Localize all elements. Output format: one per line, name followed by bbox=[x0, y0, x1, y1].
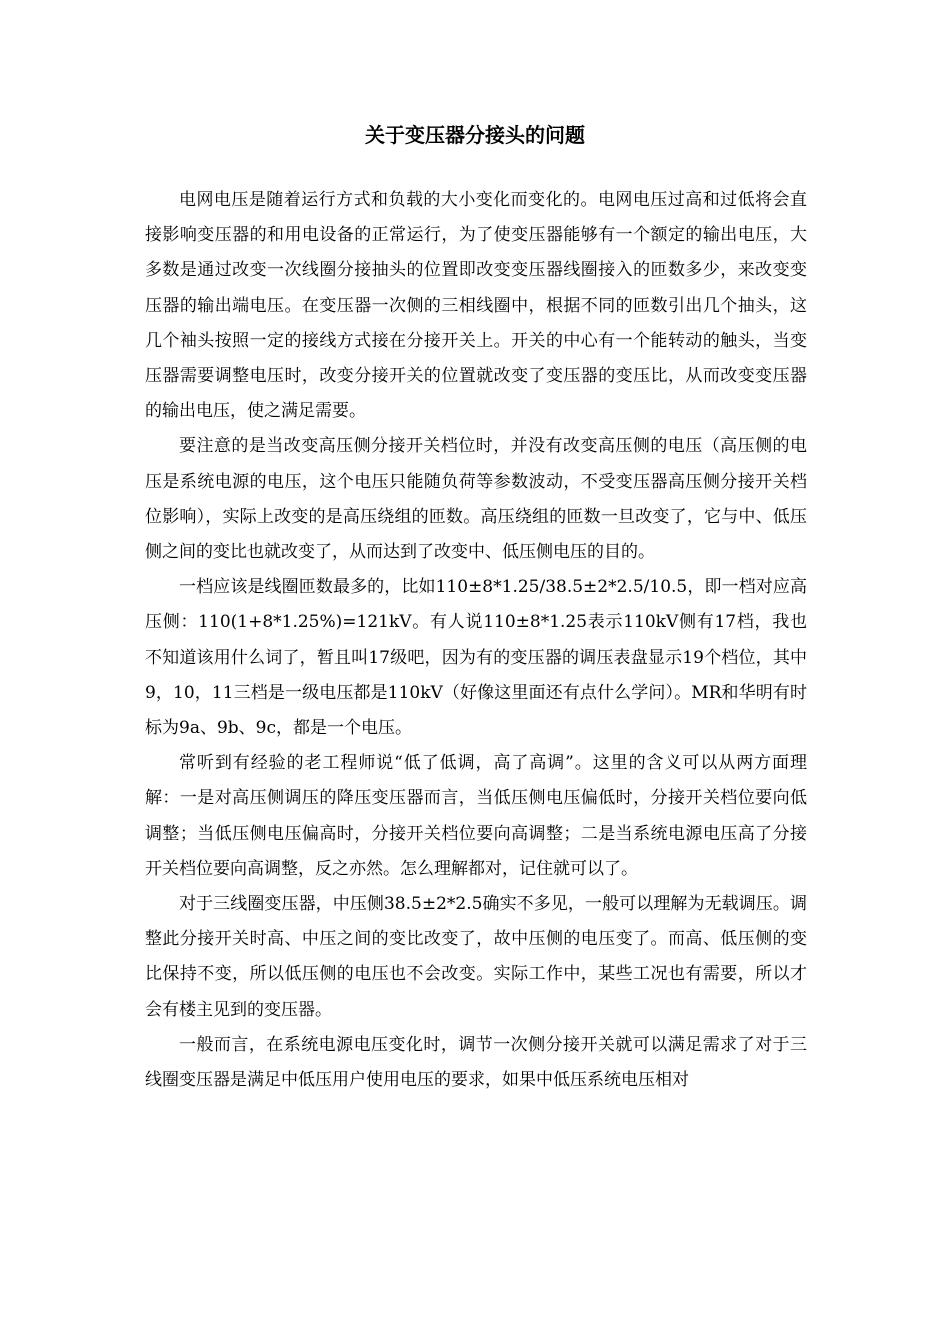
paragraph: 要注意的是当改变高压侧分接开关档位时，并没有改变高压侧的电压（高压侧的电压是系统电源的电压，这个电压只能随负荷等参数波动，不受变压器高压侧分接开关档位影响），实际上改变的是高压绕组的匝数。高压绕组的匝数一旦改变了，它与中、低压侧之间的变比也就改变了，从而达到了改变中、低压侧电压的目的。 bbox=[145, 436, 807, 563]
document-title: 关于变压器分接头的问题 bbox=[365, 123, 585, 147]
paragraph: 电网电压是随着运行方式和负载的大小变化而变化的。电网电压过高和过低将会直接影响变压器的和用电设备的正常运行，为了使变压器能够有一个额定的输出电压，大多数是通过改变一次线圈分接抽头的位置即改变变压器线圈接入的匝数多少，来改变变压器的输出端电压。在变压器一次侧的三相线圈中，根据不同的匝数引出几个抽头，这几个袖头按照一定的接线方式接在分接开关上。开关的中心有一个能转动的触头，当变压器需要调整电压时，改变分接开关的位置就改变了变压器的变压比，从而改变变压器的输出电压，使之满足需要。 bbox=[145, 190, 807, 422]
paragraph: 常听到有经验的老工程师说“低了低调，高了高调”。这里的含义可以从两方面理解：一是对高压侧调压的降压变压器而言，当低压侧电压偏低时，分接开关档位要向低调整；当低压侧电压偏高时，分接开关档位要向高调整；二是当系统电源电压高了分接开关档位要向高调整，反之亦然。怎么理解都对，记住就可以了。 bbox=[145, 753, 807, 879]
paragraph: 一档应该是线圈匝数最多的，比如110±8*1.25/38.5±2*2.5/10.5，即一档对应高压侧：110(1+8*1.25%)=121kV。有人说110±8*1.25表示110kV侧有17档，我也不知道该用什么词了，暂且叫17级吧，因为有的变压器的调压表盘显示19个档位，其中9，10，11三档是一级电压都是110kV（好像这里面还有点什么学问）。MR和华明有时标为9a、9b、9c，都是一个电压。 bbox=[145, 577, 807, 739]
paragraph: 一般而言，在系统电源电压变化时，调节一次侧分接开关就可以满足需求了对于三线圈变压器是满足中低压用户使用电压的要求，如果中低压系统电压相对 bbox=[145, 1034, 807, 1091]
paragraph: 对于三线圈变压器，中压侧38.5±2*2.5确实不多见，一般可以理解为无载调压。调整此分接开关时高、中压之间的变比改变了，故中压侧的电压变了。而高、低压侧的变比保持不变，所以低压侧的电压也不会改变。实际工作中，某些工况也有需要，所以才会有楼主见到的变压器。 bbox=[145, 894, 807, 1020]
document-body bbox=[145, 183, 807, 1098]
